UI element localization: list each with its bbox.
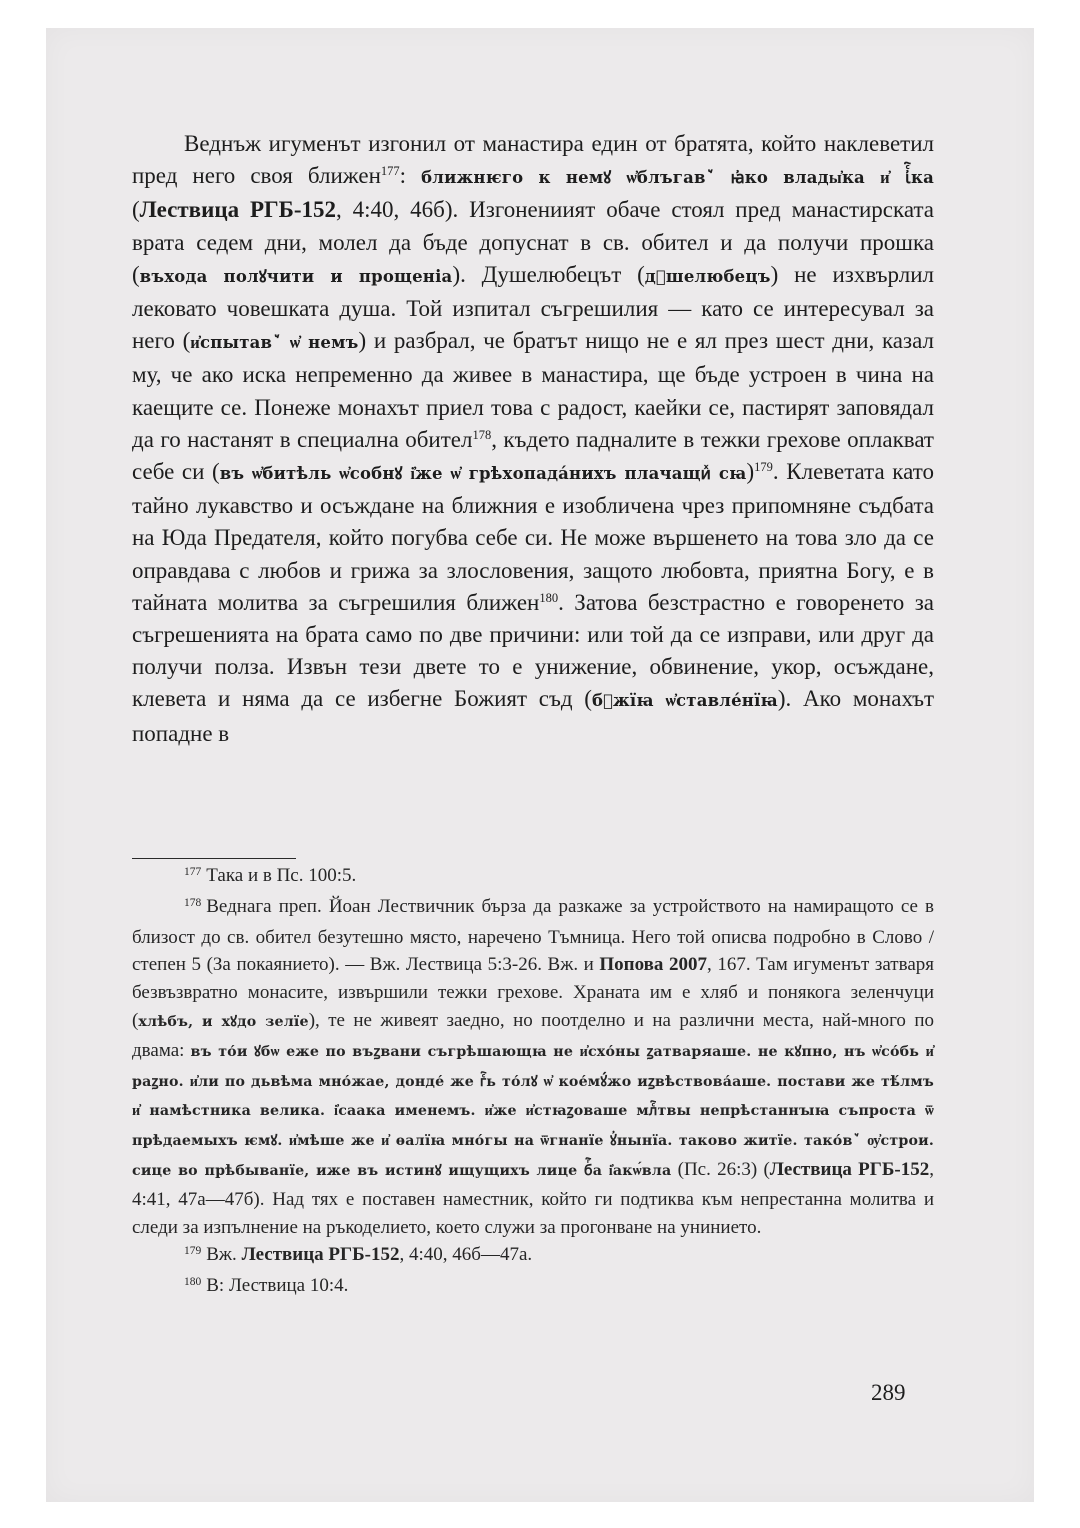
main-text	[132, 128, 934, 750]
church-slavonic-quote: въ то́и ꙋбѡ еже по въꙁвани съгрѣшающꙗ не и҆схо́ны ꙁатваряаше. не кꙋпно, нъ ѡ҆со́бь и҆ раꙁно. и҆ли по дьвѣма мно́жае, донде́ же гⷭ҇ь то́лꙋ ѡ҆ кое́мꙋ́жо иꙁвѣствова́аше. постави же тѣ́лмъ и҆ намѣстника велика. і҆саака именемъ. и҆же и҆стꙗꙁоваше млⷭ҇твы непрѣстаннꙑꙗ съпроста ѿ прѣдаемыхъ ѥмꙋ. и҆мѣше же и҆ ѳалїꙗ мно́гы на ѿгнанїе ꙋ҆нынїа. таково житїе. тако́вꙿ ѹ҆строи. сице во прѣбыванїе, иже въ истинꙋ ищущихъ лице бⷢ҇а і҆акѡ́вла	[132, 1043, 934, 1179]
source-citation: Лествица РГБ-152	[139, 197, 337, 223]
body-paragraph	[132, 128, 934, 750]
footnote-ref: 180	[539, 590, 559, 605]
body-text: ) не изхвърлил лековато човешката душа. Той изпитал съгрешилия — като се интересувал за него (	[132, 261, 934, 354]
body-text: . Затова безстрастно е говоренето за съгрешенията на брата само по две причини: или той да се изправи, или друг да получи полза. Извън тези двете то е унижение, обвинение, укор, осъждане, клевета и няма да се избегне Божият съд (	[132, 589, 935, 712]
footnote-number: 180	[184, 1276, 202, 1289]
footnote-ref: 179	[754, 460, 773, 475]
body-text: (	[132, 197, 140, 223]
footnote-text: ), те не живеят заедно, но поотделно и на различни места, най-много по двама:	[132, 1009, 934, 1061]
body-text: :	[399, 163, 422, 189]
footnote-179	[132, 1241, 934, 1272]
footnote-ref: 178	[472, 427, 492, 442]
body-text: )	[746, 459, 755, 485]
page-number: 289	[871, 1380, 906, 1405]
footnote-text: (Пс. 26:3) (	[671, 1158, 770, 1180]
body-text: ). Ако монахът попадне в	[132, 686, 935, 746]
body-text: ) и разбрал, че братът нищо не е ял през шест дни, казал му, че ако иска непременно да живее в манастира, ще бъде устроен в чина на каещите се. Понеже монахът приел това с радост, каейки се, пастирят заповядал да го настанят в специална обител	[132, 328, 934, 452]
footnote-number: 179	[184, 1245, 202, 1258]
body-text: , 4:40, 46б). Изгонениият обаче стоял пред манастирската врата седем дни, молел да бъде допуснат в св. обител и да получи прошка (	[132, 197, 934, 287]
church-slavonic-quote: въ ѡ҆битѣль ѡ҆собнꙋ і҆же ѡ҆ грѣхопада́нихъ плачащиⷯ сꙗ	[219, 464, 747, 484]
footnote-divider	[132, 858, 296, 859]
footnotes	[132, 862, 934, 1303]
church-slavonic-quote: дⷣшелюбецъ	[644, 266, 771, 286]
source-citation: Лествица РГБ-152	[241, 1244, 400, 1266]
church-slavonic-quote: ближнѥго к немꙋ ѡ҆блъгавꙿ ꙗ҆ко влады҆ка и҆ ꙇ҆ⷭ҇ка	[421, 168, 934, 188]
footnote-number: 178	[184, 896, 202, 909]
footnote-178	[132, 893, 934, 1242]
footnote-number: 177	[184, 866, 202, 878]
footnote-text: , 4:41, 47а—47б). Над тях е поставен наместник, който ги подтиква към непрестанна молитва и следи за изпълнение на ръкоделието, което служи за прогонване на униниeто.	[132, 1158, 934, 1238]
body-text: , където падналите в тежки грехове оплакват себе си (	[132, 426, 934, 485]
footnote-text: В: Лествица 10:4.	[206, 1275, 349, 1297]
footnote-180	[132, 1272, 934, 1303]
source-citation: Лествица РГБ-152	[769, 1158, 930, 1180]
footnote-text: Така и в Пс. 100:5.	[206, 865, 357, 886]
body-text: . Клеветата като тайно лукавство и осъждане на ближния е изобличена чрез припомняне съдбата на Юда Предателя, който погубва себе си. Не може вършенето на това зло да се оправдава с любов и грижа за злословения, защото любовта, приятна Богу, е в тайната молитва за съгрешилия ближен	[132, 459, 934, 615]
footnote-text: Веднага преп. Йоан Лествичник бърза да разкаже за устройството на намиращото се в близост до св. обител безутешно място, наречено Тъмница. Него той описва подробно в Слово / степен 5 (За покаянието). — Вж. Лествица 5:3-26. Вж. и	[132, 895, 934, 976]
footnote-ref: 177	[380, 164, 400, 179]
footnote-177	[132, 862, 934, 893]
church-slavonic-quote: и҆спытавꙿ ѡ҆ немъ	[190, 333, 359, 353]
church-slavonic-quote: бⷤжїꙗ ѡ҆ставле́нїꙗ	[591, 691, 778, 711]
footnote-text: , 4:40, 46б—47а.	[399, 1244, 533, 1266]
source-citation: Попова 2007	[599, 954, 707, 976]
body-text: ). Душелюбецът (	[452, 261, 645, 287]
footnote-text: , 167. Там игуменът затваря безвъзвратно монасите, извършили тежки грехове. Храната им е хляб и понякога зеленчуци (	[132, 954, 934, 1031]
body-text: Веднъж игуменът изгонил от манастира един от братята, който наклеветил пред него своя ближен	[132, 131, 934, 189]
footnote-text: Вж.	[206, 1244, 242, 1266]
church-slavonic-quote: хлѣбъ, и хꙋдо зелїе	[138, 1013, 309, 1030]
church-slavonic-quote: въхода полꙋчити и прощеніа	[139, 266, 453, 286]
